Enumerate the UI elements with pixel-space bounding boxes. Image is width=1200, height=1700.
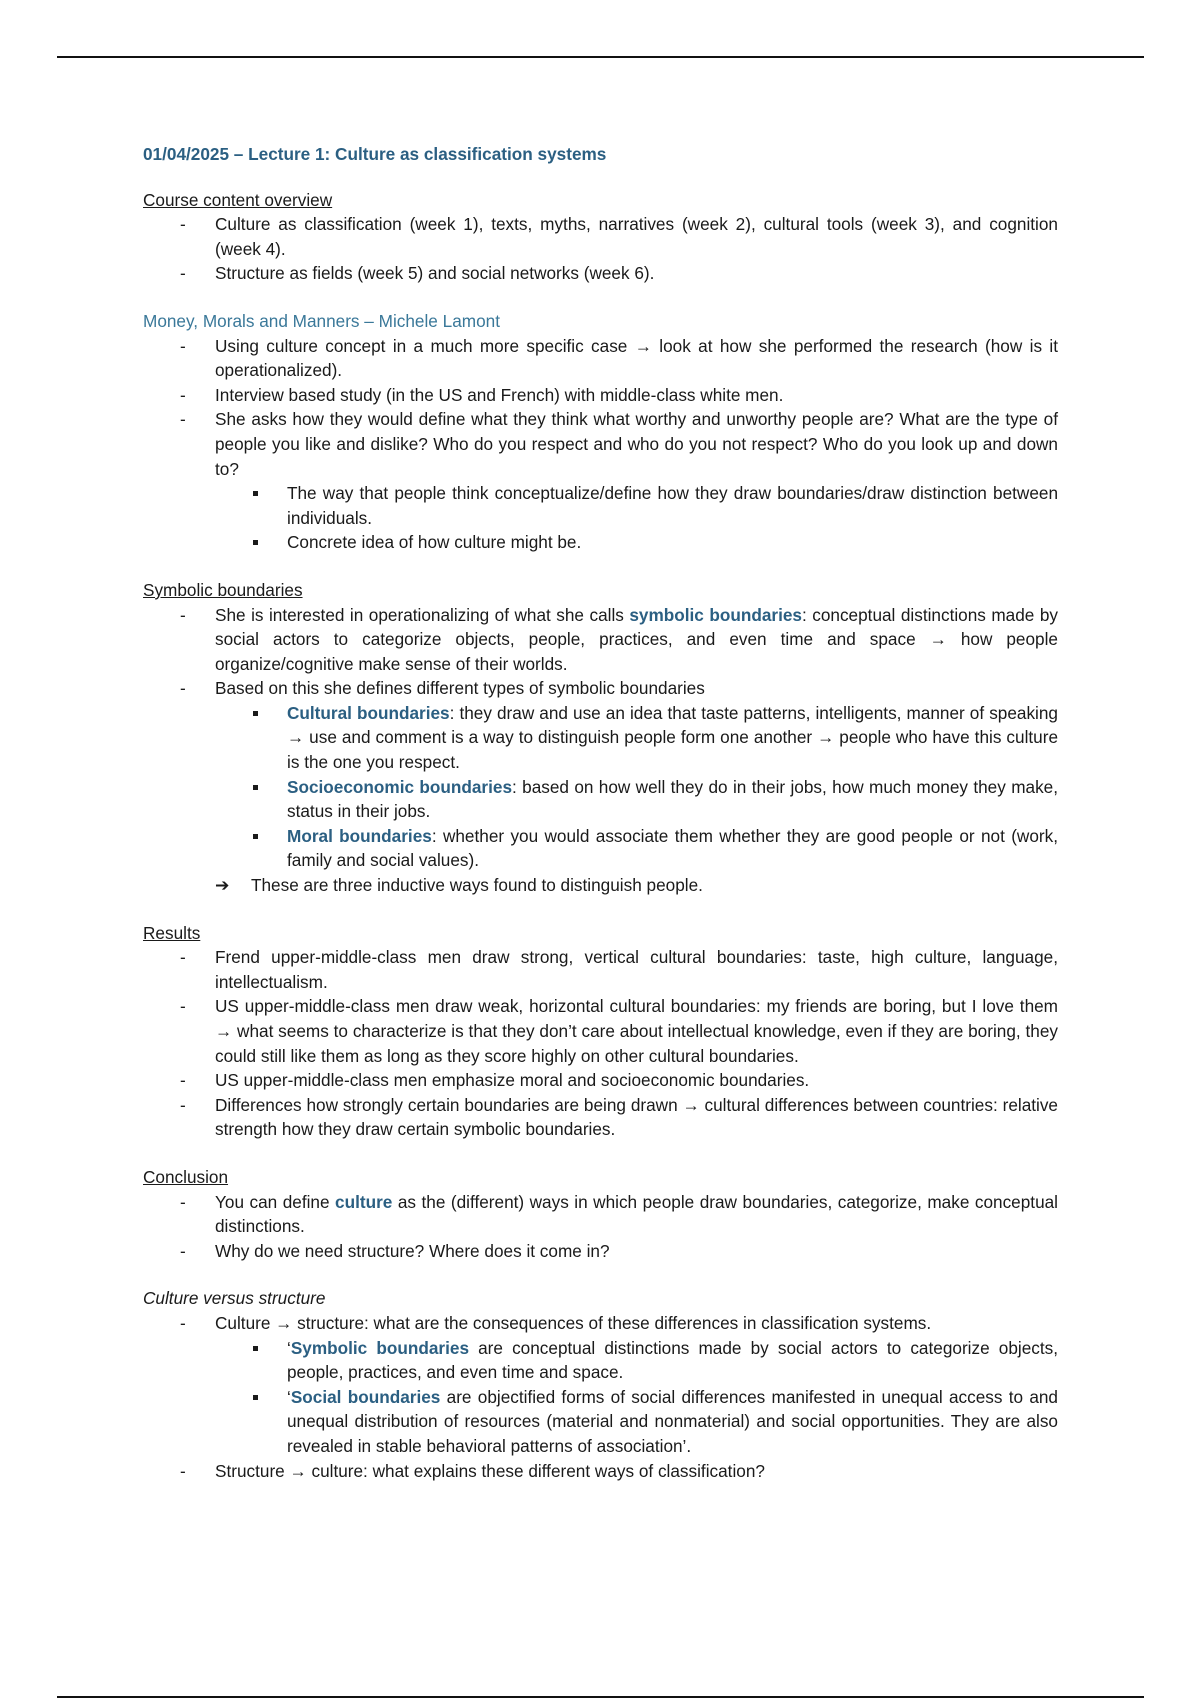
sub-list-item: The way that people think conceptualize/define how they draw boundaries/draw distinction between individuals.: [143, 481, 1058, 530]
list-item: - She asks how they would define what they think what worthy and unworthy people are? What are the type of people you like and dislike? Who do you respect and who do you not respect? Who do you look up and down to?: [143, 407, 1058, 481]
section-culture-vs-structure: [143, 1286, 1058, 1483]
sub-list-item: Concrete idea of how culture might be.: [143, 530, 1058, 555]
section-lamont: [143, 309, 1058, 555]
list-item: - She is interested in operationalizing of what she calls symbolic boundaries: conceptual distinctions made by social actors to categorize objects, people, practices, and even time and space → how people organize/cognitive make sense of their worlds.: [143, 603, 1058, 677]
sub-list-item: Moral boundaries: whether you would associate them whether they are good people or not (work, family and social values).: [143, 824, 1058, 873]
bullet-list: [143, 334, 1058, 555]
list-item: - Why do we need structure? Where does it come in?: [143, 1239, 1058, 1264]
keyword-term: Socioeconomic boundaries: [287, 776, 513, 797]
section-heading: Culture versus structure: [143, 1288, 326, 1309]
section-course-overview: [143, 188, 1058, 286]
bullet-list: [143, 945, 1058, 1142]
list-item: - Interview based study (in the US and French) with middle-class white men.: [143, 383, 1058, 408]
document-body: [143, 142, 1058, 1506]
keyword-term: Cultural boundaries: [287, 702, 450, 723]
section-conclusion: [143, 1165, 1058, 1263]
bullet-list: [143, 1190, 1058, 1264]
sub-list-item: Cultural boundaries: they draw and use an idea that taste patterns, intelligents, manner of speaking → use and comment is a way to distinguish people form one another → people who have this culture is the one you respect.: [143, 701, 1058, 775]
bullet-list: [143, 1311, 1058, 1483]
section-heading: Results: [143, 922, 201, 943]
arrow-list-item: ➔ These are three inductive ways found to distinguish people.: [143, 873, 1058, 898]
keyword-term: Social boundaries: [290, 1386, 441, 1407]
section-symbolic-boundaries: [143, 578, 1058, 898]
list-item: - Based on this she defines different types of symbolic boundaries: [143, 676, 1058, 701]
list-item: - Structure → culture: what explains these different ways of classification?: [143, 1459, 1058, 1484]
list-item: - US upper-middle-class men emphasize moral and socioeconomic boundaries.: [143, 1068, 1058, 1093]
list-item: - Using culture concept in a much more specific case → look at how she performed the research (how is it operationalized).: [143, 334, 1058, 383]
keyword-term: symbolic boundaries: [629, 604, 802, 625]
section-heading: Course content overview: [143, 189, 333, 210]
sub-list-item: Socioeconomic boundaries: based on how well they do in their jobs, how much money they make, status in their jobs.: [143, 775, 1058, 824]
bullet-list: [143, 603, 1058, 898]
list-item: - Culture → structure: what are the consequences of these differences in classification systems.: [143, 1311, 1058, 1336]
keyword-term: Moral boundaries: [287, 825, 432, 846]
sub-list-item: ‘Symbolic boundaries are conceptual distinctions made by social actors to categorize objects, people, practices, and even time and space.: [143, 1336, 1058, 1385]
keyword-term: culture: [335, 1191, 393, 1212]
list-item: - Structure as fields (week 5) and social networks (week 6).: [143, 261, 1058, 286]
list-item: - US upper-middle-class men draw weak, horizontal cultural boundaries: my friends are boring, but I love them → what seems to characterize is that they don’t care about intellectual knowledge, even if they are boring, they could still like them as long as they score highly on other cultural boundaries.: [143, 994, 1058, 1068]
section-results: [143, 921, 1058, 1142]
keyword-term: Symbolic boundaries: [290, 1337, 469, 1358]
list-item: - You can define culture as the (different) ways in which people draw boundaries, categorize, make conceptual distinctions.: [143, 1190, 1058, 1239]
list-item: - Frend upper-middle-class men draw strong, vertical cultural boundaries: taste, high culture, language, intellectualism.: [143, 945, 1058, 994]
section-heading: Money, Morals and Manners – Michele Lamont: [143, 310, 500, 331]
lecture-title: 01/04/2025 – Lecture 1: Culture as classification systems: [143, 144, 607, 164]
section-heading: Conclusion: [143, 1166, 229, 1187]
list-item: - Culture as classification (week 1), texts, myths, narratives (week 2), cultural tools (week 3), and cognition (week 4).: [143, 212, 1058, 261]
bottom-rule: [57, 1696, 1144, 1698]
section-heading: Symbolic boundaries: [143, 579, 303, 600]
sub-list-item: ‘Social boundaries are objectified forms of social differences manifested in unequal access to and unequal distribution of resources (material and nonmaterial) and social opportunities. They are also revealed in stable behavioral patterns of association’.: [143, 1385, 1058, 1459]
list-item: - Differences how strongly certain boundaries are being drawn → cultural differences between countries: relative strength how they draw certain symbolic boundaries.: [143, 1093, 1058, 1142]
top-rule: [57, 56, 1144, 58]
bullet-list: [143, 212, 1058, 286]
